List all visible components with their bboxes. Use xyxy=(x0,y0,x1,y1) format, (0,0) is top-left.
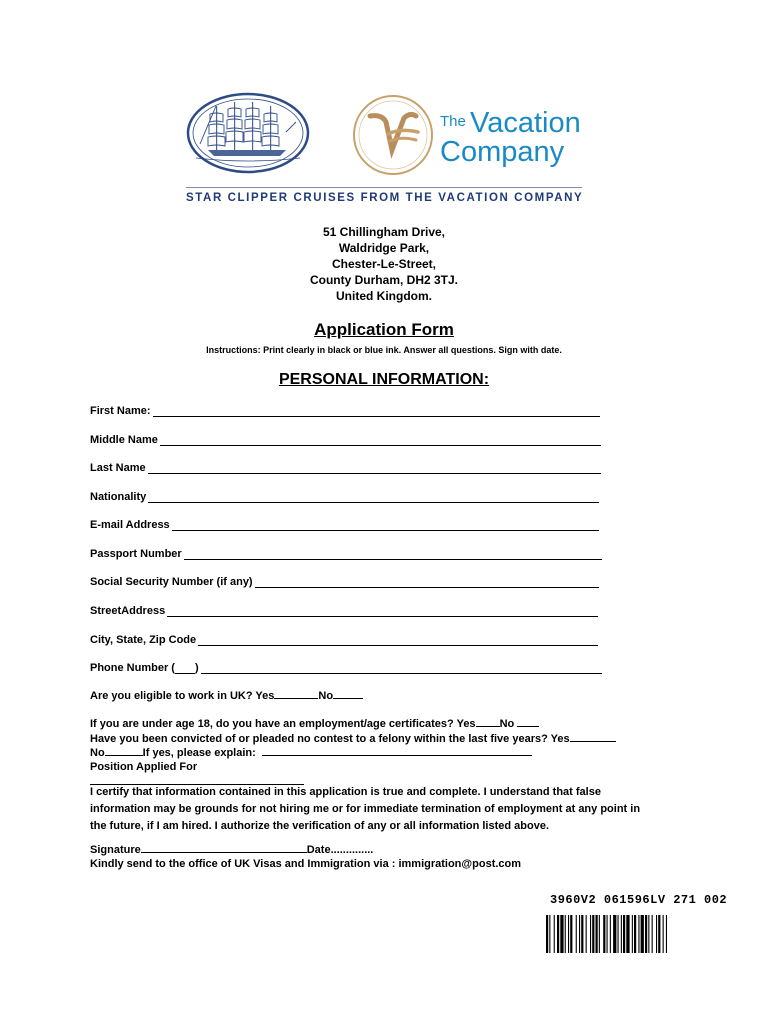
work-eligibility-text: Are you eligible to work in UK? Yes xyxy=(90,690,275,702)
logo-the-text: The xyxy=(440,113,466,130)
barcode-bar xyxy=(666,915,667,953)
nationality-field[interactable] xyxy=(90,489,599,503)
city-state-zip-line[interactable] xyxy=(198,635,598,646)
passport-field[interactable] xyxy=(90,546,602,560)
city-state-zip-field[interactable] xyxy=(90,632,598,646)
phone-number-label: Phone Number ( xyxy=(90,662,175,674)
street-address-field[interactable] xyxy=(90,603,598,617)
barcode-bar xyxy=(663,915,664,953)
work-no-line[interactable] xyxy=(333,689,363,699)
under-18-no-line[interactable] xyxy=(517,717,539,727)
area-code-line[interactable] xyxy=(175,664,195,674)
city-state-zip-label: City, State, Zip Code xyxy=(90,634,197,646)
certification-line: information may be grounds for not hiring me or for immediate termination of employment at any point in xyxy=(90,803,641,815)
send-instructions: Kindly send to the office of UK Visas and Immigration via : immigration@post.com xyxy=(90,858,522,870)
address-line: County Durham, DH2 3TJ. xyxy=(309,273,459,287)
barcode-bar xyxy=(560,915,563,953)
barcode-bar xyxy=(557,915,559,953)
barcode-bar xyxy=(607,915,608,953)
barcode-bar xyxy=(626,915,629,953)
last-name-field[interactable] xyxy=(90,460,601,474)
felony-no-explain xyxy=(90,746,532,760)
barcode-bar xyxy=(549,915,550,953)
barcode-bar xyxy=(579,915,580,953)
signature-line[interactable] xyxy=(141,843,307,853)
instructions: Instructions: Print clearly in black or blue ink. Answer all questions. Sign with date. xyxy=(206,345,562,355)
barcode xyxy=(545,915,745,953)
first-name-field[interactable] xyxy=(90,403,600,417)
street-address-label: StreetAddress xyxy=(90,605,166,617)
signature-label: Signature xyxy=(90,844,141,856)
email-label: E-mail Address xyxy=(90,519,170,531)
barcode-bar xyxy=(632,915,633,953)
barcode-bar xyxy=(648,915,649,953)
barcode-bar xyxy=(590,915,591,953)
address-line: Chester-Le-Street, xyxy=(331,257,437,271)
certification-block xyxy=(90,784,690,835)
barcode-bar xyxy=(656,915,657,953)
phone-number-field[interactable] xyxy=(90,660,602,674)
barcode-bar xyxy=(634,915,636,953)
barcode-bar xyxy=(599,915,600,953)
middle-name-label: Middle Name xyxy=(90,434,158,446)
barcode-bar xyxy=(638,915,639,953)
felony-no-label: No xyxy=(90,747,105,759)
vacation-company-emblem xyxy=(352,94,434,176)
barcode-bar xyxy=(546,915,548,953)
barcode-bar xyxy=(618,915,619,953)
barcode-bar xyxy=(565,915,566,953)
address-line: Waldridge Park, xyxy=(338,241,430,255)
barcode-bar xyxy=(570,915,572,953)
ssn-label: Social Security Number (if any) xyxy=(90,576,253,588)
address-line: 51 Chillingham Drive, xyxy=(322,225,446,239)
barcode-bar xyxy=(641,915,644,953)
passport-line[interactable] xyxy=(184,549,602,560)
ssn-line[interactable] xyxy=(255,577,599,588)
certification-line: I certify that information contained in this application is true and complete. I understand that false xyxy=(90,786,601,798)
last-name-label: Last Name xyxy=(90,462,146,474)
work-yes-line[interactable] xyxy=(274,689,318,699)
address-block xyxy=(234,224,534,304)
under-18-yes-line[interactable] xyxy=(476,717,500,727)
logo-vacation-text: Vacation xyxy=(470,107,581,139)
first-name-line[interactable] xyxy=(153,406,600,417)
felony-text: Have you been convicted of or pleaded no contest to a felony within the last five years? Yes xyxy=(90,733,570,745)
middle-name-line[interactable] xyxy=(160,435,601,446)
middle-name-field[interactable] xyxy=(90,432,601,446)
ssn-field[interactable] xyxy=(90,574,599,588)
first-name-label: First Name: xyxy=(90,405,151,417)
explain-label: If yes, please explain: xyxy=(142,747,256,759)
work-no-label: No xyxy=(318,690,334,702)
barcode-bar xyxy=(652,915,653,953)
barcode-bar xyxy=(596,915,598,953)
nationality-line[interactable] xyxy=(148,492,599,503)
email-field[interactable] xyxy=(90,517,599,531)
barcode-bar xyxy=(645,915,647,953)
work-eligibility-question xyxy=(90,689,363,703)
date-label: Date.............. xyxy=(306,844,374,856)
barcode-bar xyxy=(592,915,594,953)
barcode-bar xyxy=(658,915,660,953)
section-title: PERSONAL INFORMATION: xyxy=(278,371,490,388)
nationality-label: Nationality xyxy=(90,491,147,503)
barcode-bar xyxy=(623,915,625,953)
barcode-bar xyxy=(576,915,577,953)
barcode-bar xyxy=(621,915,622,953)
under-18-question xyxy=(90,717,539,731)
passport-label: Passport Number xyxy=(90,548,182,560)
barcode-number: 3960V2 061596LV 271 002 xyxy=(550,893,728,907)
address-line: United Kingdom. xyxy=(336,289,432,303)
felony-question xyxy=(90,732,616,746)
barcode-bar xyxy=(554,915,555,953)
felony-yes-line[interactable] xyxy=(570,732,616,742)
ship-logo xyxy=(186,92,310,174)
barcode-bar xyxy=(586,915,587,953)
signature-date-row xyxy=(90,843,373,857)
street-address-line[interactable] xyxy=(167,606,598,617)
phone-number-line[interactable] xyxy=(201,663,602,674)
barcode-bar xyxy=(613,915,616,953)
tagline: STAR CLIPPER CRUISES FROM THE VACATION COMPANY xyxy=(186,192,584,204)
explain-line[interactable] xyxy=(262,746,532,756)
position-applied-label: Position Applied For xyxy=(90,761,198,773)
certification-line: the future, if I am hired. I authorize the verification of any or all information listed above. xyxy=(90,820,550,832)
last-name-line[interactable] xyxy=(148,463,601,474)
header-divider xyxy=(186,187,582,188)
barcode-bar xyxy=(581,915,583,953)
under-18-text: If you are under age 18, do you have an employment/age certificates? Yes xyxy=(90,718,476,730)
felony-no-line[interactable] xyxy=(105,746,143,756)
barcode-bar xyxy=(568,915,569,953)
logo-company-text: Company xyxy=(440,136,565,168)
email-line[interactable] xyxy=(172,520,599,531)
phone-close-paren: ) xyxy=(194,662,199,674)
barcode-bar xyxy=(610,915,611,953)
barcode-bar xyxy=(603,915,605,953)
under-18-no-label: No xyxy=(499,718,515,730)
form-title: Application Form xyxy=(314,320,454,339)
